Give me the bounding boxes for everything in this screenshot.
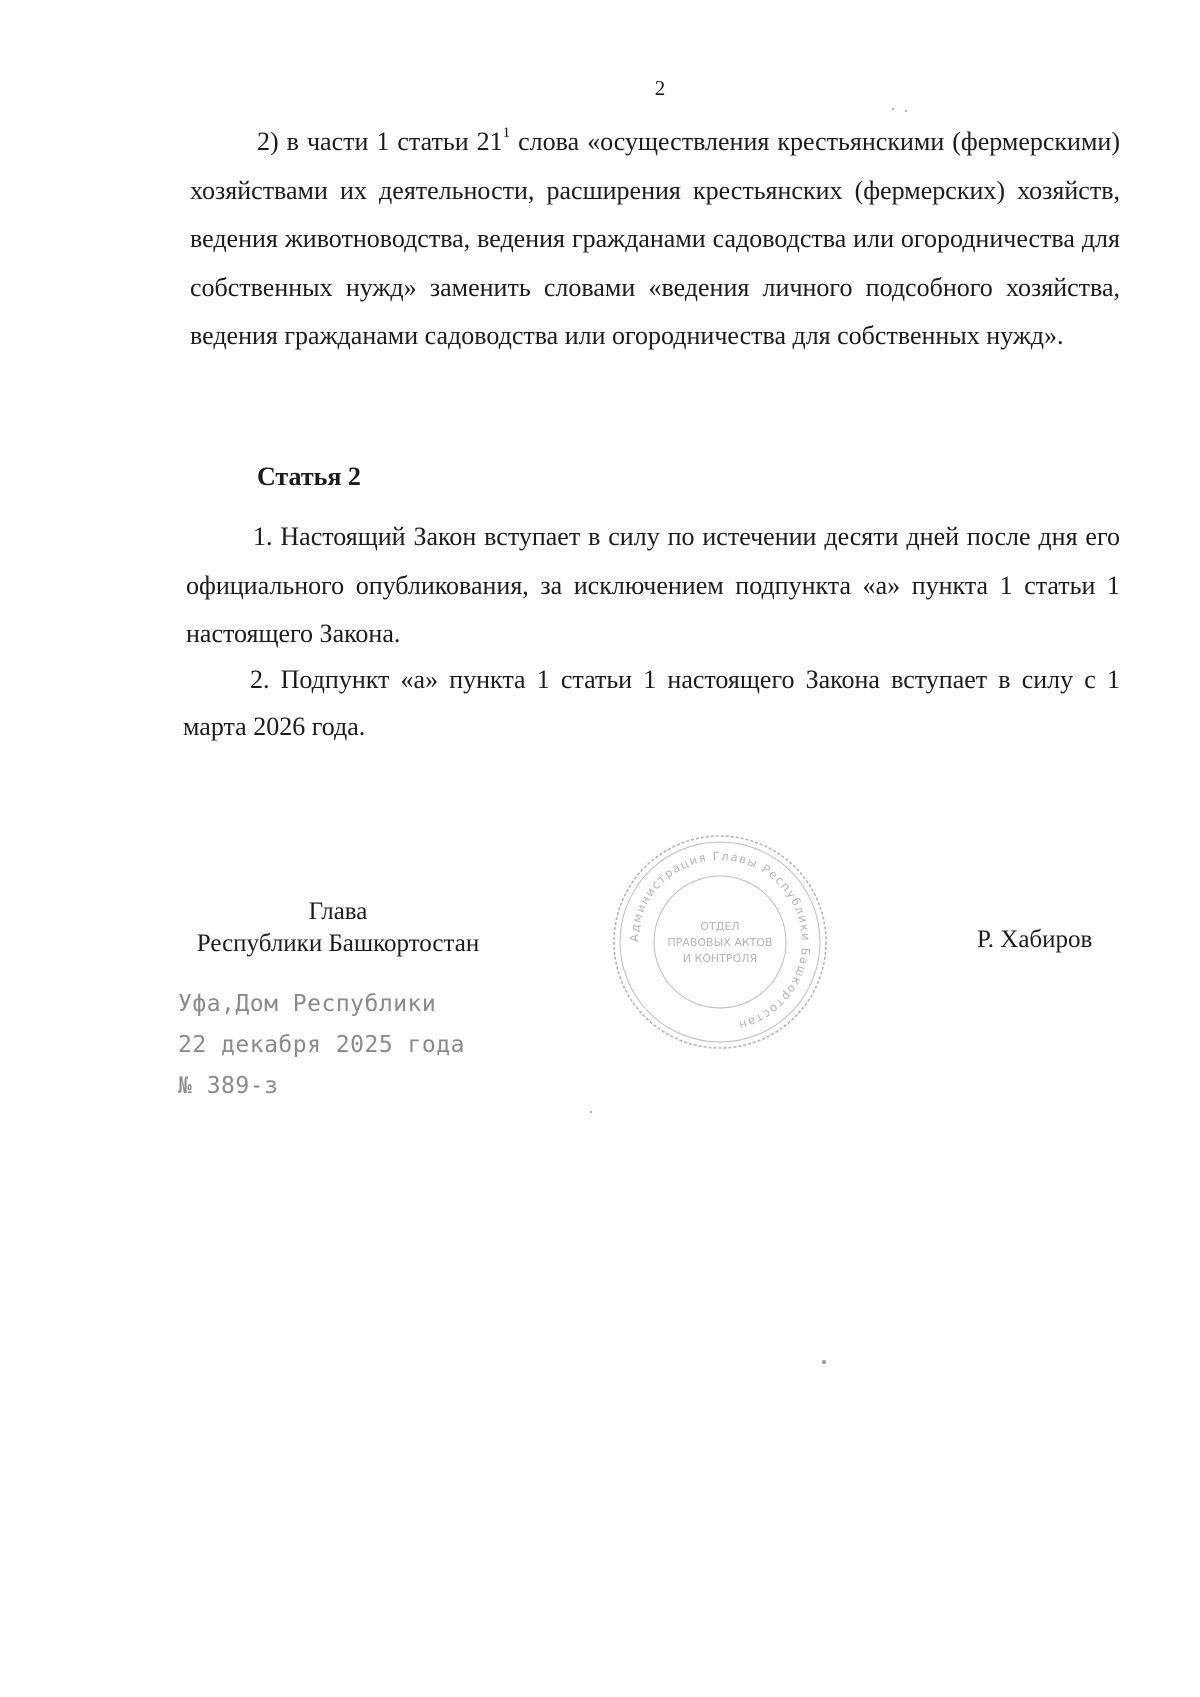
- official-seal-icon: [610, 832, 830, 1052]
- signer-name: Р. Хабиров: [977, 926, 1093, 953]
- superscript-index: 1: [502, 125, 511, 142]
- page-number: 2: [654, 76, 666, 100]
- paragraph-amendment-text-start: 2) в части 1 статьи 21: [257, 127, 503, 156]
- paragraph-amendment-text-end: слова «осуществления крестьянскими (фермерскими) хозяйствами их деятельности, расширения крестьянских (фермерских) хозяйств, ведения животноводства, ведения гражданами садоводства или огородничества для собственных нужд» заменить словами «ведения личного подсобного хозяйства, ведения гражданами садоводства или огородничества для собственных нужд».: [190, 127, 1120, 350]
- seal-center-line-1: ОТДЕЛ: [700, 920, 740, 933]
- stamp-place: Уфа,Дом Республики: [178, 991, 437, 1017]
- signer-title-line-1: Глава: [308, 898, 368, 925]
- signer-title: [178, 896, 498, 960]
- paragraph-amendment: [190, 118, 1120, 361]
- article-heading: Статья 2: [257, 462, 361, 491]
- paragraph-effective-date: 1. Настоящий Закон вступает в силу по истечении десяти дней после дня его официального опубликования, за исключением подпункта «а» пункта 1 статьи 1 настоящего Закона.: [186, 522, 1120, 648]
- registration-stamp: [178, 984, 465, 1107]
- seal-center-line-2: ПРАВОВЫХ АКТОВ: [667, 936, 773, 949]
- seal-center-line-3: И КОНТРОЛЯ: [682, 952, 758, 965]
- scan-speck: [822, 1360, 826, 1364]
- signer-title-line-2: Республики Башкортостан: [196, 930, 480, 957]
- seal-ring-text: Администрация Главы Республики Башкортостан: [626, 848, 814, 1033]
- stamp-date: 22 декабря 2025 года: [178, 1032, 465, 1058]
- scan-speck: [590, 1111, 592, 1113]
- paragraph-subclause-effective-date: 2. Подпункт «а» пункта 1 статьи 1 настоящего Закона вступает в силу с 1 марта 2026 года.: [183, 665, 1120, 741]
- scan-speck: [905, 110, 907, 112]
- stamp-number: № 389-з: [178, 1073, 279, 1099]
- scan-speck: [892, 108, 894, 110]
